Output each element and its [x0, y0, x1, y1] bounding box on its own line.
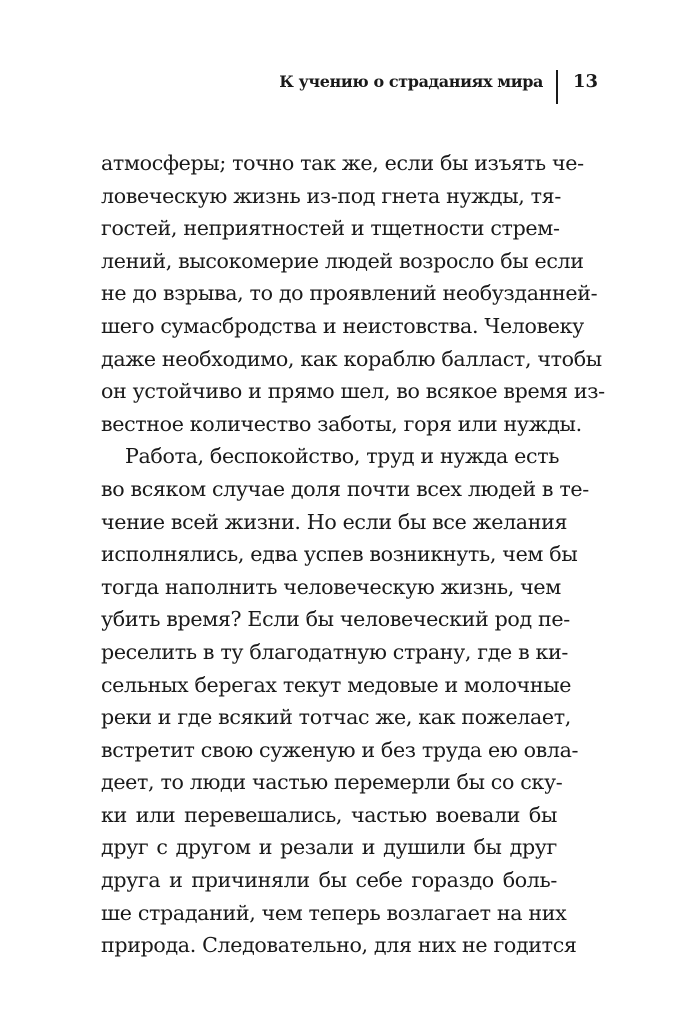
text-line: друга и причиняли бы себе гораздо боль-: [101, 868, 557, 893]
text-line: даже необходимо, как кораблю балласт, чтобы: [101, 346, 602, 371]
paragraph-2: [101, 440, 589, 962]
text-line: ки или перевешались, частью воевали бы: [101, 802, 557, 827]
text-line: исполнялись, едва успев возникнуть, чем бы: [101, 542, 578, 567]
paragraph-1: [101, 147, 605, 440]
page-number: 13: [573, 71, 599, 92]
text-line: друг с другом и резали и душили бы друг: [101, 835, 557, 860]
text-line: ше страданий, чем теперь возлагает на них: [101, 900, 567, 925]
text-line: встретит свою суженую и без труда ею овла-: [101, 737, 579, 762]
text-line: атмосферы; точно так же, если бы изъять че-: [101, 151, 584, 175]
header-divider: [556, 70, 558, 104]
text-line: во всяком случае доля почти всех людей в те-: [101, 476, 589, 501]
text-line: тогда наполнить человеческую жизнь, чем: [101, 574, 561, 599]
text-line: реки и где всякий тотчас же, как пожелает,: [101, 705, 571, 730]
running-title: К учению о страданиях мира: [279, 72, 543, 91]
text-line: шего сумасбродства и неистовства. Человеку: [101, 313, 584, 338]
text-line: Работа, беспокойство, труд и нужда есть: [125, 444, 560, 469]
running-head: [279, 70, 600, 104]
text-line: он устойчиво и прямо шел, во всякое время из-: [101, 379, 605, 404]
text-line: природа. Следовательно, для них не годится: [101, 933, 577, 958]
text-line: убить время? Если бы человеческий род пе-: [101, 607, 570, 632]
text-line: деет, то люди частью перемерли бы со ску-: [101, 770, 563, 795]
text-line: гостей, неприятностей и тщетности стрем-: [101, 216, 560, 241]
text-line: реселить в ту благодатную страну, где в ки-: [101, 639, 569, 664]
text-line: сельных берегах текут медовые и молочные: [101, 672, 572, 697]
body-text: [101, 147, 605, 962]
text-line: лений, высокомерие людей возросло бы если: [101, 248, 584, 273]
text-line: вестное количество заботы, горя или нужды.: [101, 411, 582, 436]
text-line: чение всей жизни. Но если бы все желания: [101, 509, 568, 534]
text-line: не до взрыва, то до проявлений необузданней-: [101, 281, 598, 306]
text-line: ловеческую жизнь из-под гнета нужды, тя-: [101, 183, 561, 208]
